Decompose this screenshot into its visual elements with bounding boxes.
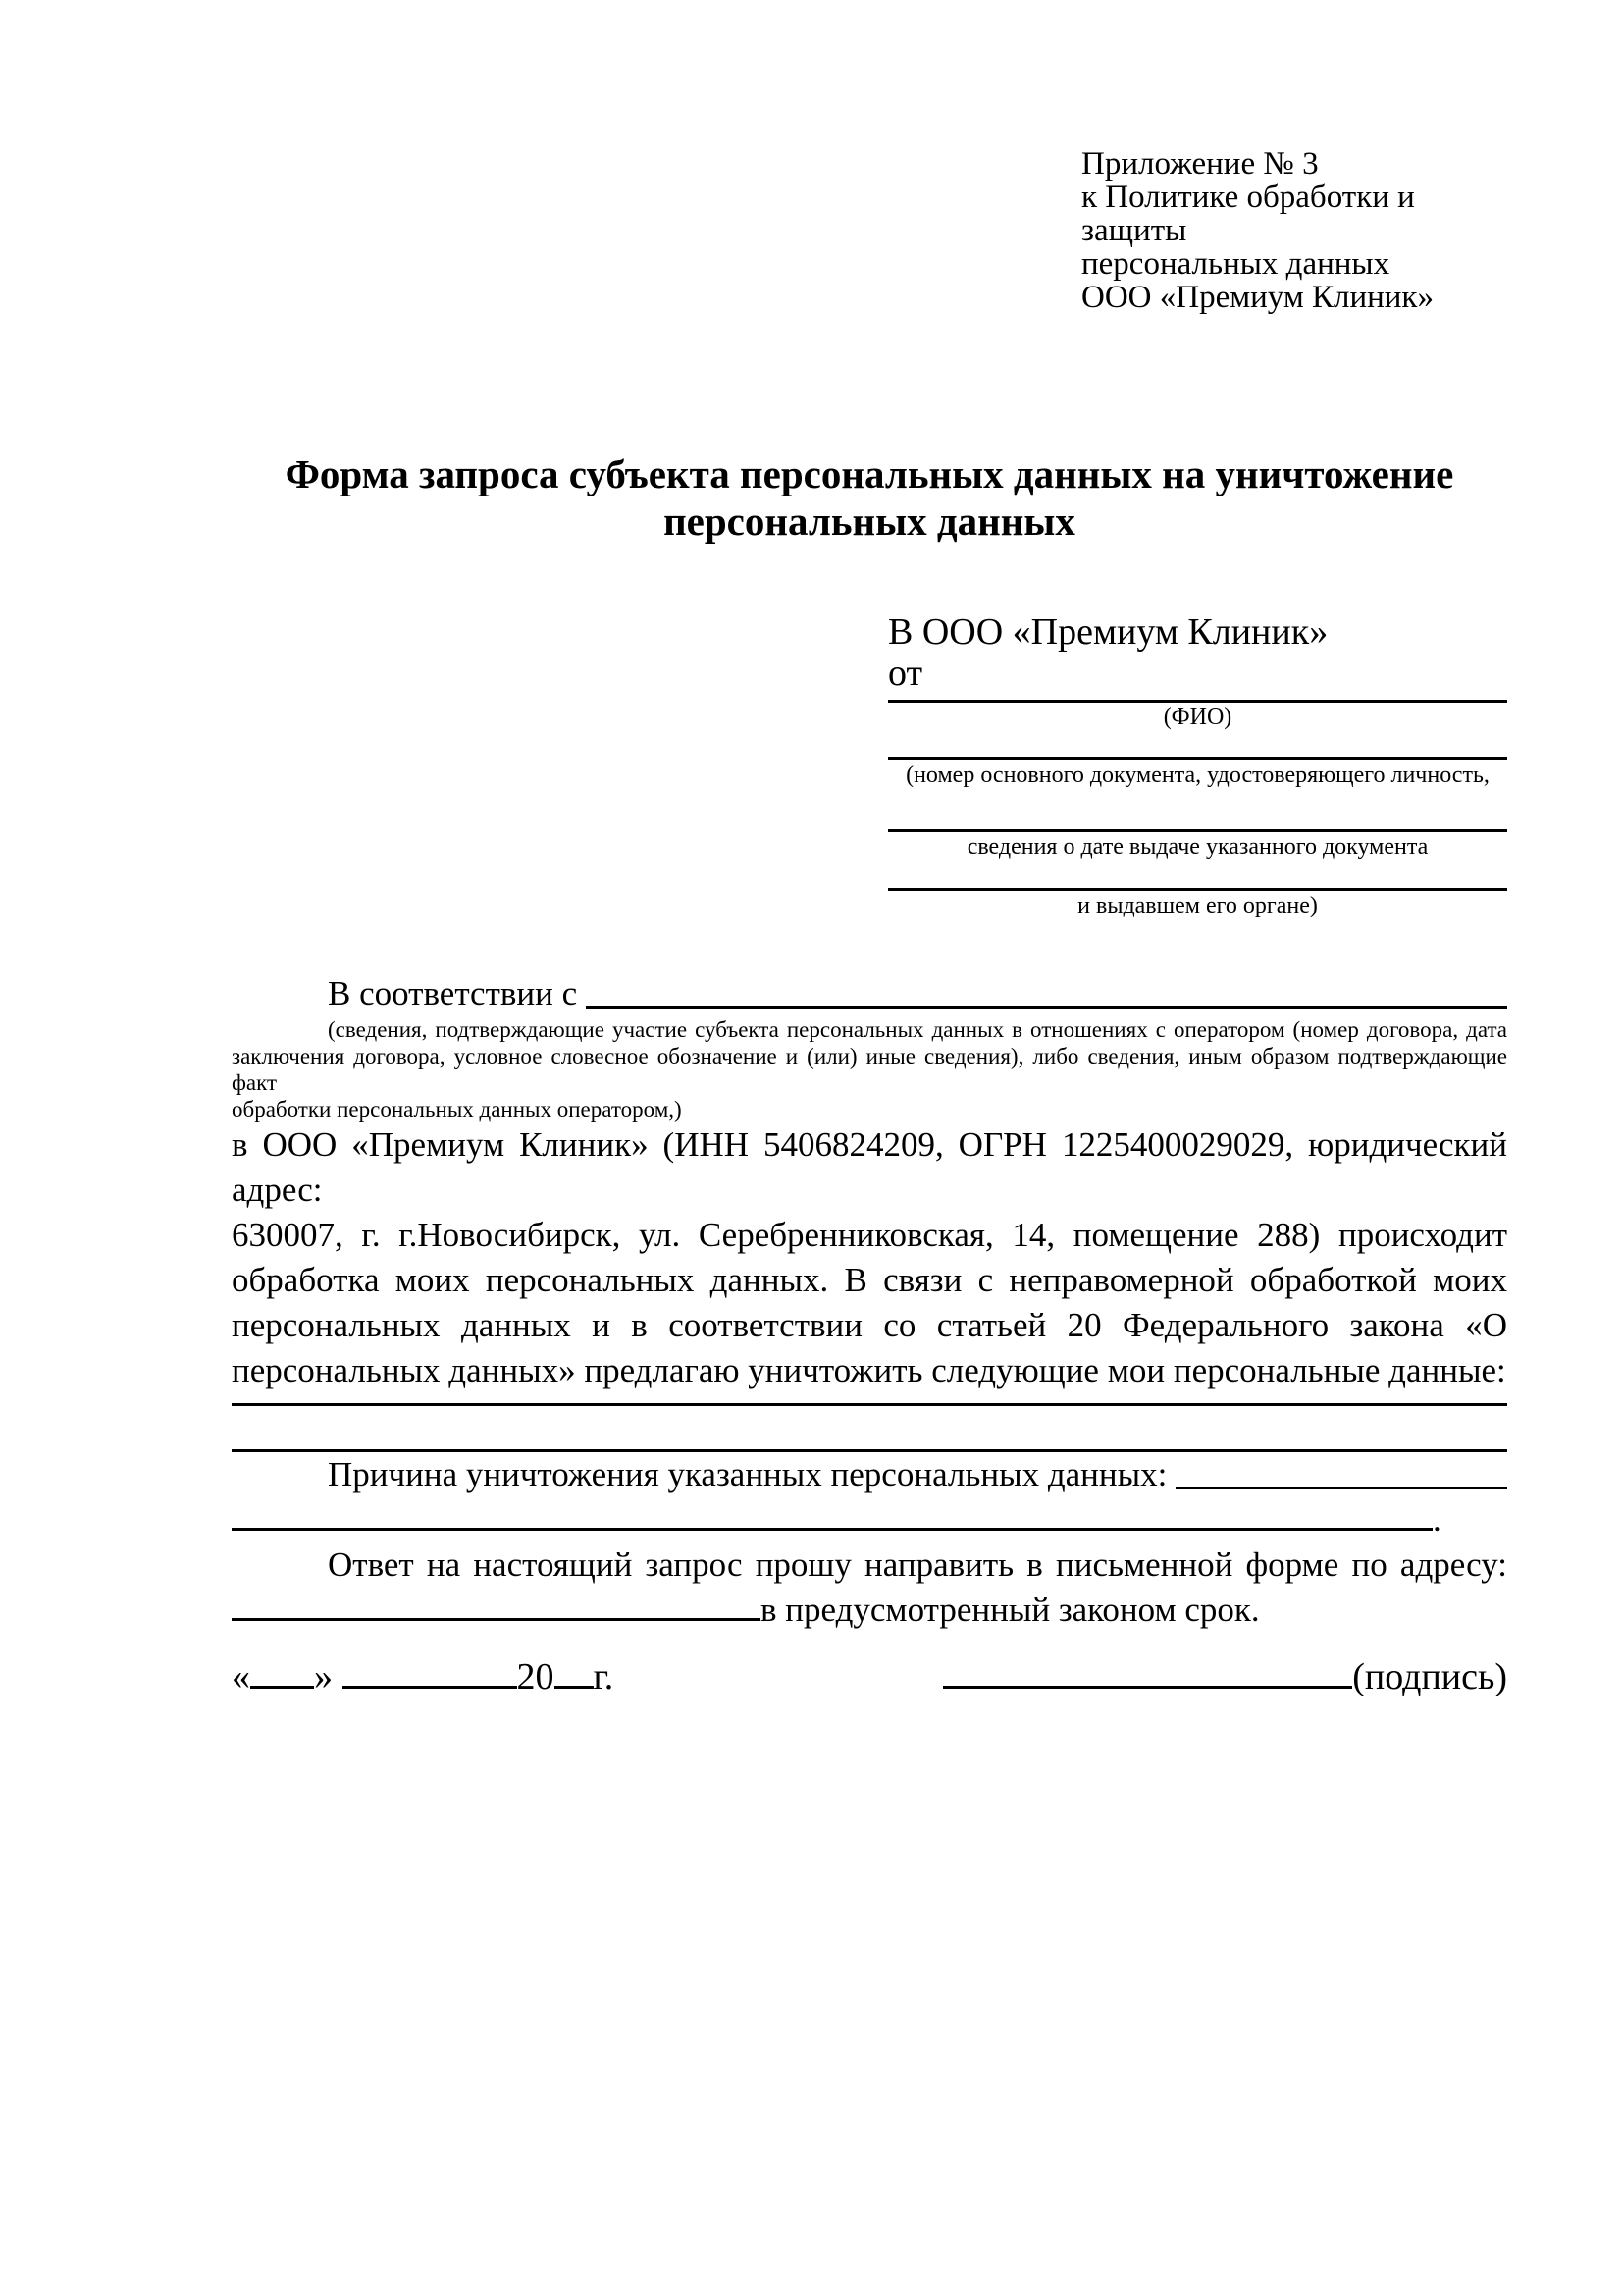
annex-header-line: персональных данных [1081,246,1390,282]
open-quote: « [232,1656,250,1697]
reason-period: . [1433,1500,1441,1539]
day-blank-line [250,1686,314,1689]
reason-lead: Причина уничтожения указанных персональных данных: [328,1455,1177,1493]
signature-blank-line [943,1686,1352,1689]
footnote-line: заключения договора, условное словесное обозначение и (или) иные сведения), либо сведения, иным образом подтверждающие факт [232,1044,1507,1095]
annex-header [1081,147,1507,314]
body-line: обработка моих персональных данных. В связи с неправомерной обработкой моих [232,1261,1507,1299]
document-date-caption: сведения о дате выдаче указанного документа [967,834,1429,860]
body-paragraph [232,1122,1507,1393]
response-line: Ответ на настоящий запрос прошу направить в письменной форме по адресу: [328,1545,1507,1584]
annex-header-line: Приложение № 3 [1081,146,1319,182]
page-title-line: Форма запроса субъекта персональных данных на уничтожение [285,451,1454,496]
accordance-row [232,971,1507,1017]
accordance-lead: В соответствии с [328,974,586,1013]
response-tail: в предусмотренный законом срок. [760,1591,1260,1629]
year-prefix: 20 [516,1656,554,1697]
year-suffix: г. [593,1656,614,1697]
address-blank-line [232,1618,760,1621]
fio-caption: (ФИО) [1163,704,1232,730]
body-line: 630007, г. г.Новосибирск, ул. Серебренниковская, 14, помещение 288) происходит [232,1216,1507,1254]
signature-caption: (подпись) [1352,1656,1507,1697]
signature-part [943,1654,1507,1699]
reason-blank-line [1176,1452,1507,1489]
page-title-line: персональных данных [663,498,1075,544]
personal-data-blank-line [232,1393,1507,1406]
personal-data-blank-line [232,1406,1507,1452]
reason-row [232,1452,1507,1497]
month-blank-line [342,1686,517,1689]
addressee-recipient: В ООО «Премиум Клиник» [888,611,1329,652]
reason-continuation-row [232,1497,1507,1542]
reason-blank-line [232,1528,1433,1531]
date-signature-row [232,1654,1507,1699]
accordance-blank-line [586,971,1507,1009]
year-blank-line [554,1686,594,1689]
page-title [232,450,1507,545]
document-date-blank-line [888,790,1507,832]
footnote-line: обработки персональных данных оператором,) [232,1097,682,1122]
document-number-blank-line [888,732,1507,760]
document-number-caption: (номер основного документа, удостоверяющего личность, [906,762,1490,788]
body-line: в ООО «Премиум Клиник» (ИНН 5406824209, ОГРН 1225400029029, юридический адрес: [232,1125,1507,1209]
body-line: персональных данных» предлагаю уничтожить следующие мои персональные данные: [232,1351,1506,1389]
addressee-from-label: от [888,652,923,694]
annex-header-line: к Политике обработки и защиты [1081,180,1415,248]
footnote-block [232,1017,1507,1122]
close-quote: » [314,1656,333,1697]
issuing-authority-blank-line [888,861,1507,891]
fio-blank-line [888,694,1507,703]
body-line: персональных данных и в соответствии со статьей 20 Федерального закона «О [232,1306,1507,1344]
annex-header-line: ООО «Премиум Клиник» [1081,280,1434,315]
footnote-line: (сведения, подтверждающие участие субъекта персональных данных в отношениях с оператором (номер договора, дата [328,1018,1507,1042]
date-part [232,1654,613,1699]
issuing-authority-caption: и выдавшем его органе) [1077,893,1318,918]
addressee-block [888,611,1507,920]
response-tail-row [232,1588,1507,1633]
